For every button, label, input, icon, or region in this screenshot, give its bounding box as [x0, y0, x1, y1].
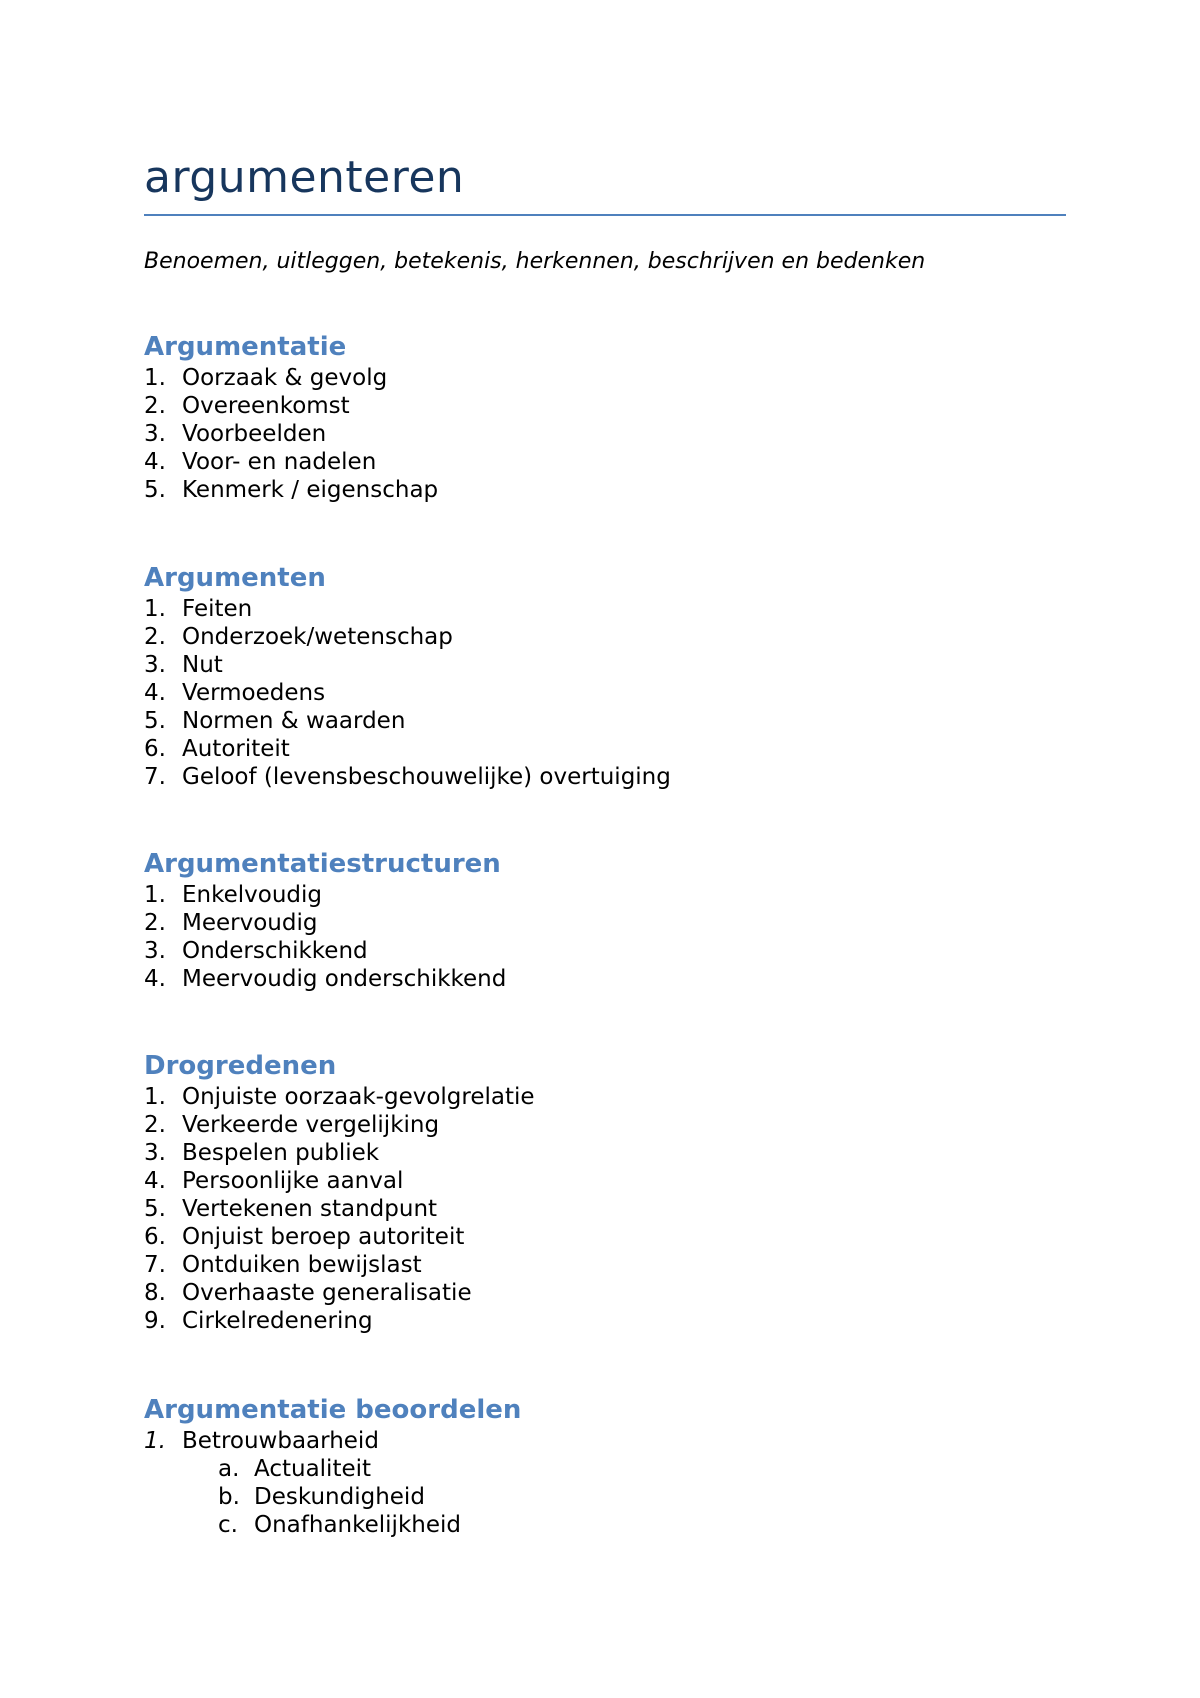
list-item — [144, 707, 671, 735]
sub-list-item-text: Onafhankelijkheid — [254, 1512, 461, 1538]
document-subtitle: Benoemen, uitleggen, betekenis, herkennen, beschrijven en bedenken — [144, 249, 926, 274]
list-number: 6. — [144, 736, 166, 762]
list-number: 2. — [144, 624, 166, 650]
numbered-list — [144, 1083, 535, 1335]
sub-list-letter: c. — [218, 1512, 238, 1538]
list-item — [144, 763, 671, 791]
list-item — [144, 448, 438, 476]
list-item — [144, 1279, 535, 1307]
list-number: 6. — [144, 1224, 166, 1250]
list-number: 4. — [144, 449, 166, 475]
list-item-text: Meervoudig — [182, 910, 318, 936]
list-item-text: Ontduiken bewijslast — [182, 1252, 422, 1278]
numbered-list — [144, 595, 671, 791]
list-item-text: Normen & waarden — [182, 708, 406, 734]
list-number: 5. — [144, 1196, 166, 1222]
list-item-text: Overeenkomst — [182, 393, 350, 419]
list-item-text: Voorbeelden — [182, 421, 327, 447]
list-item — [144, 1195, 535, 1223]
list-number: 3. — [144, 652, 166, 678]
list-item-text: Voor- en nadelen — [182, 449, 377, 475]
section-argumenten — [144, 561, 671, 791]
list-item — [144, 909, 506, 937]
list-number: 3. — [144, 421, 166, 447]
section-heading: Argumentatie — [144, 332, 347, 362]
list-item — [144, 595, 671, 623]
list-item — [144, 1139, 535, 1167]
list-item-text: Onjuiste oorzaak-gevolgrelatie — [182, 1084, 535, 1110]
list-item — [144, 679, 671, 707]
list-item — [144, 623, 671, 651]
list-item-text: Onderschikkend — [182, 938, 368, 964]
list-item-text: Verkeerde vergelijking — [182, 1112, 440, 1138]
list-item — [144, 1167, 535, 1195]
sub-list-item — [218, 1511, 521, 1539]
list-item — [144, 1427, 521, 1455]
list-number: 8. — [144, 1280, 166, 1306]
list-number: 1. — [144, 1428, 166, 1454]
list-item-text: Bespelen publiek — [182, 1140, 380, 1166]
section-heading: Argumenten — [144, 563, 326, 593]
list-item-text: Persoonlijke aanval — [182, 1168, 404, 1194]
list-number: 7. — [144, 1252, 166, 1278]
list-number: 3. — [144, 938, 166, 964]
list-number: 5. — [144, 708, 166, 734]
list-item-text: Enkelvoudig — [182, 882, 322, 908]
list-item-text: Onderzoek/wetenschap — [182, 624, 453, 650]
list-number: 9. — [144, 1308, 166, 1334]
list-number: 3. — [144, 1140, 166, 1166]
list-item — [144, 1251, 535, 1279]
sub-list — [144, 1455, 521, 1539]
list-number: 2. — [144, 1112, 166, 1138]
list-item-text: Meervoudig onderschikkend — [182, 966, 507, 992]
section-argumentatie — [144, 330, 438, 504]
sub-list-item — [218, 1483, 521, 1511]
list-item — [144, 1111, 535, 1139]
section-drogredenen — [144, 1049, 535, 1335]
list-item-text: Overhaaste generalisatie — [182, 1280, 472, 1306]
list-item-text: Geloof (levensbeschouwelijke) overtuiging — [182, 764, 671, 790]
list-item — [144, 937, 506, 965]
numbered-list — [144, 1427, 521, 1455]
sub-list-item-text: Actualiteit — [254, 1456, 372, 1482]
section-argumentatiestructuren — [144, 847, 506, 993]
list-item-text: Betrouwbaarheid — [182, 1428, 379, 1454]
title-underline — [144, 214, 1066, 216]
list-number: 4. — [144, 966, 166, 992]
list-number: 4. — [144, 1168, 166, 1194]
list-item — [144, 364, 438, 392]
list-item-text: Vertekenen standpunt — [182, 1196, 438, 1222]
list-number: 2. — [144, 393, 166, 419]
document-title: argumenteren — [144, 152, 465, 203]
section-heading: Argumentatiestructuren — [144, 849, 501, 879]
sub-list-item-text: Deskundigheid — [254, 1484, 425, 1510]
list-item — [144, 420, 438, 448]
list-item — [144, 651, 671, 679]
numbered-list — [144, 364, 438, 504]
list-item — [144, 1307, 535, 1335]
list-item-text: Autoriteit — [182, 736, 290, 762]
list-item — [144, 881, 506, 909]
sub-list-letter: a. — [218, 1456, 240, 1482]
list-item — [144, 1083, 535, 1111]
list-item-text: Feiten — [182, 596, 253, 622]
section-argumentatie-beoordelen — [144, 1393, 521, 1539]
list-number: 1. — [144, 882, 166, 908]
list-number: 1. — [144, 365, 166, 391]
list-item-text: Onjuist beroep autoriteit — [182, 1224, 465, 1250]
section-heading: Drogredenen — [144, 1051, 337, 1081]
list-item-text: Kenmerk / eigenschap — [182, 477, 439, 503]
list-number: 2. — [144, 910, 166, 936]
list-item — [144, 965, 506, 993]
list-item-text: Oorzaak & gevolg — [182, 365, 388, 391]
sub-list-item — [218, 1455, 521, 1483]
list-number: 1. — [144, 596, 166, 622]
list-number: 4. — [144, 680, 166, 706]
list-item — [144, 476, 438, 504]
list-item — [144, 392, 438, 420]
list-item — [144, 735, 671, 763]
list-number: 7. — [144, 764, 166, 790]
list-item-text: Vermoedens — [182, 680, 326, 706]
numbered-list — [144, 881, 506, 993]
list-number: 1. — [144, 1084, 166, 1110]
list-number: 5. — [144, 477, 166, 503]
section-heading: Argumentatie beoordelen — [144, 1395, 522, 1425]
list-item-text: Cirkelredenering — [182, 1308, 373, 1334]
list-item — [144, 1223, 535, 1251]
sub-list-letter: b. — [218, 1484, 240, 1510]
list-item-text: Nut — [182, 652, 223, 678]
